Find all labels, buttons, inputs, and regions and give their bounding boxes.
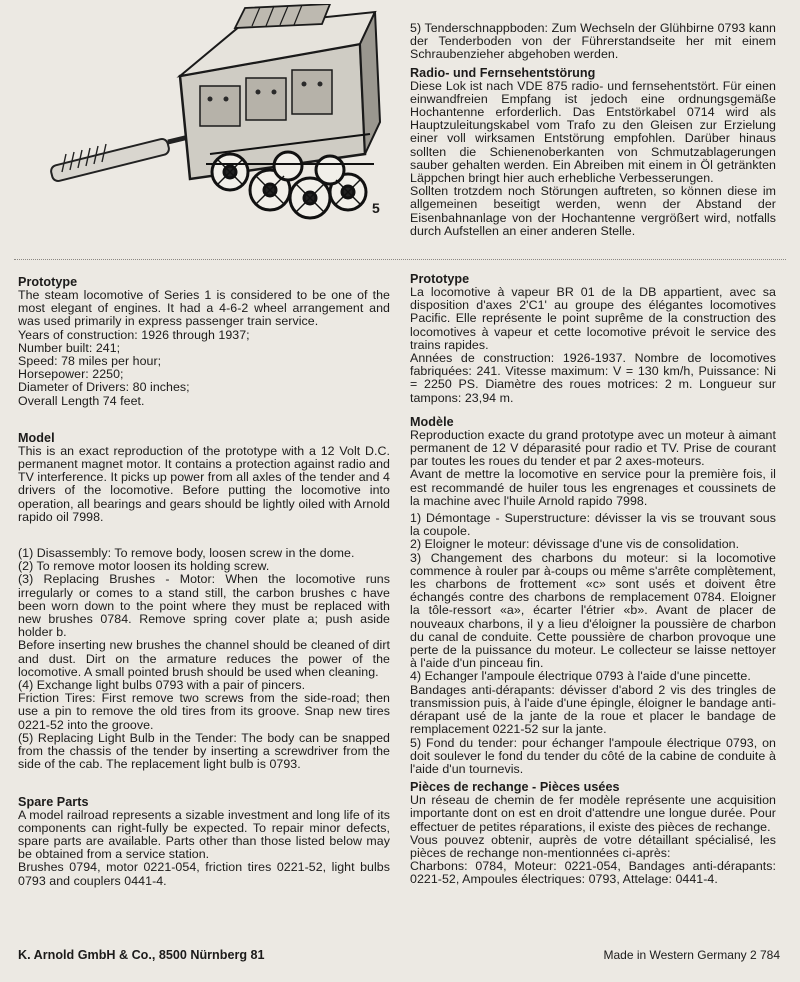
tender-illustration [30, 4, 390, 226]
english-spec-list [18, 329, 390, 408]
german-radio-body-2: Sollten trotzdem noch Störungen auftreten, so können diese im allgemeinen beseitigt werden, wenn der Abstand der Eisenbahnanlage von der Hochantenne vergrößert wird, notfalls durch Aufstellen an einer anderen Stelle. [410, 184, 776, 238]
figure-number: 5 [372, 200, 380, 216]
french-spare-body-2: Vous pouvez obtenir, auprès de votre détaillant spécialisé, les pièces de rechange non-mentionnées ci-après: [410, 832, 776, 860]
english-spec-item: Number built: 241; [18, 340, 121, 355]
french-step-4: 4) Echanger l'ampoule électrique 0793 à l'aide d'une pincette. [410, 669, 751, 684]
french-step-5: 5) Fond du tender: pour échanger l'ampoule électrique 0793, on doit soulever le fond du tender du côté de la cabine de conduite à l'aide d'un tournevis. [410, 735, 776, 776]
english-spare-heading: Spare Parts [18, 794, 89, 809]
german-radio-body-1: Diese Lok ist nach VDE 875 radio- und fernsehentstört. Für einen einwandfreien Empfang ist jedoch eine ordnungsgemäße Hochantenne erforderlich. Das Entstörkabel 0714 wird als Hauptzuleitungskabel vom Trafo zu den Gleisen zur Erzielung einer voll wirksamen Entstörung empfohlen. Darüber hinaus sollten die Schienenoberkanten von Schmutzablagerungen sauber gehalten werden. Ein Abreiben mit einem in Öl getränkten Läppchen bringt hier auch erhebliche Verbesserungen. [410, 78, 776, 186]
french-spare-body: Un réseau de chemin de fer modèle représente une acquisition importante dont on est en droit d'attendre une longue durée. Pour effectuer de petites réparations, il existe des pièces de rechange. [410, 793, 776, 834]
french-prototype-body: La locomotive à vapeur BR 01 de la DB appartient, avec sa disposition d'axes 2'C1' au groupe des élégantes locomotives Pacific. Elle représente le point suprême de la construction des locomotives à vapeur et cette locomotive prévoit le service des trains rapides. [410, 285, 776, 352]
english-step-4: (4) Exchange light bulbs 0793 with a pair of pincers. [18, 678, 306, 693]
french-step-1: 1) Démontage - Superstructure: dévisser la vis se trouvant sous la coupole. [410, 511, 776, 539]
french-step-2: 2) Eloigner le moteur: dévissage d'une vis de consolidation. [410, 537, 740, 552]
english-prototype-heading: Prototype [18, 275, 78, 289]
french-prototype-specs: Années de construction: 1926-1937. Nombre de locomotives fabriquées: 241. Vitesse maximum: V = 130 km/h, Puissance: Ni = 2250 PS. Diamètre des roues motrices: 2 m. Longueur sur tampons: 23,94 m. [410, 351, 776, 405]
english-spare-list: Brushes 0794, motor 0221-054, friction tires 0221-52, light bulbs 0793 and couplers 0441-4. [18, 860, 390, 888]
french-model-body: Reproduction exacte du grand prototype avec un moteur à aimant permanent de 12 V déparasité pour radio et TV. Prise de courant par toutes les roues du tender et par 2 axes-moteurs. [410, 427, 776, 469]
french-step-3: 3) Changement des charbons du moteur: si la locomotive commence à rouler par à-coups ou même s'arrête complètement, les charbons de frottement «c» sont usés et doivent être échangés contre des charbons de remplacement 0784. Eloigner la tôle-ressort «a», écarter l'étrier «b». Avant de placer de nouveaux charbons, il y a lieu d'éloigner la poussière de charbon du canal de conduite. Cette poussière de charbon provoque une perte de la puissance du moteur. Le collecteur se laisse nettoyer à l'aide d'un pinceau fin. [410, 550, 776, 671]
english-spec-item: Overall Length 74 feet. [18, 393, 145, 408]
company-address: K. Arnold GmbH & Co., 8500 Nürnberg 81 [18, 948, 265, 962]
french-model-heading: Modèle [410, 414, 454, 429]
english-spare-body: A model railroad represents a sizable investment and long life of its components can right-fully be expected. To repair minor defects, spare parts are available. Parts other than those listed below may be obtained from a service station. [18, 807, 390, 862]
german-radio-heading: Radio- und Fernsehentstörung [410, 65, 596, 80]
french-spare-heading: Pièces de rechange - Pièces usées [410, 780, 620, 795]
french-spare-list: Charbons: 0784, Moteur: 0221-054, Bandages anti-dérapants: 0221-52, Ampoules électriques: 0793, Attelage: 0441-4. [410, 859, 776, 887]
english-step-4b: Friction Tires: First remove two screws from the side-road; then use a pin to remove the old tires from its groove. Snap new tires 0221-52 into the groove. [18, 691, 390, 732]
english-spec-item: Horsepower: 2250; [18, 367, 124, 382]
french-prototype-heading: Prototype [410, 272, 470, 286]
french-model-body-2: Avant de mettre la locomotive en service pour la première fois, il est recommandé de huiler tous les engrenages et coussinets de la machine avec l'huile Arnold rapido 7998. [410, 467, 776, 508]
english-prototype-body: The steam locomotive of Series 1 is considered to be one of the most elegant of engines. It had a 4-6-2 wheel arrangement and was used primarily in express passenger train service. [18, 288, 390, 329]
english-step-5: (5) Replacing Light Bulb in the Tender: The body can be snapped from the chassis of the tender by inserting a screwdriver from the side of the cab. The replacement light bulb is 0793. [18, 730, 390, 772]
english-step-1: (1) Disassembly: To remove body, loosen screw in the dome. [18, 546, 355, 561]
wheels [212, 152, 366, 218]
english-model-body: This is an exact reproduction of the prototype with a 12 Volt D.C. permanent magnet motor. It contains a protection against radio and TV interference. It picks up power from all axles of the tender and 4 drivers of the locomotive. Before putting the locomotive into operation, all bearings and gears should be lightly oiled with Arnold rapido oil 7998. [18, 443, 390, 524]
french-step-4b: Bandages anti-dérapants: dévisser d'abord 2 vis des tringles de transmission puis, à l'aide d'une épingle, éloigner le bandage anti-dérapant usé de la jante de la roue et placer le bandage de remplacement 0221-52 sur la jante. [410, 682, 776, 737]
english-spec-item: Speed: 78 miles per hour; [18, 354, 162, 369]
english-step-3: (3) Replacing Brushes - Motor: When the locomotive runs irregularly or comes to a stand still, the carbon brushes c have been worn down to the point where they must be replaced with new brushes 0784. Remove spring cover plate a; push aside holder b. [18, 572, 390, 640]
german-section [410, 22, 776, 238]
section-divider [14, 259, 786, 260]
english-step-3b: Before inserting new brushes the channel should be cleaned of dirt and dust. Dirt on the armature reduces the power of the locomotive. A small pointed brush should be used when cleaning. [18, 638, 390, 679]
made-in-note: Made in Western Germany 2 784 [603, 948, 780, 962]
english-step-2: (2) To remove motor loosen its holding screw. [18, 559, 270, 574]
figure-locomotive-tender [30, 4, 390, 226]
english-spec-item: Years of construction: 1926 through 1937; [18, 327, 250, 342]
english-model-heading: Model [18, 430, 55, 445]
english-spec-item: Diameter of Drivers: 80 inches; [18, 380, 190, 395]
french-section [410, 272, 776, 887]
german-step-5: 5) Tenderschnappboden: Zum Wechseln der Glühbirne 0793 kann der Tenderboden von der Führerstandseite her mit einem Schraubenzieher abgehoben werden. [410, 21, 776, 62]
english-section [18, 275, 390, 888]
